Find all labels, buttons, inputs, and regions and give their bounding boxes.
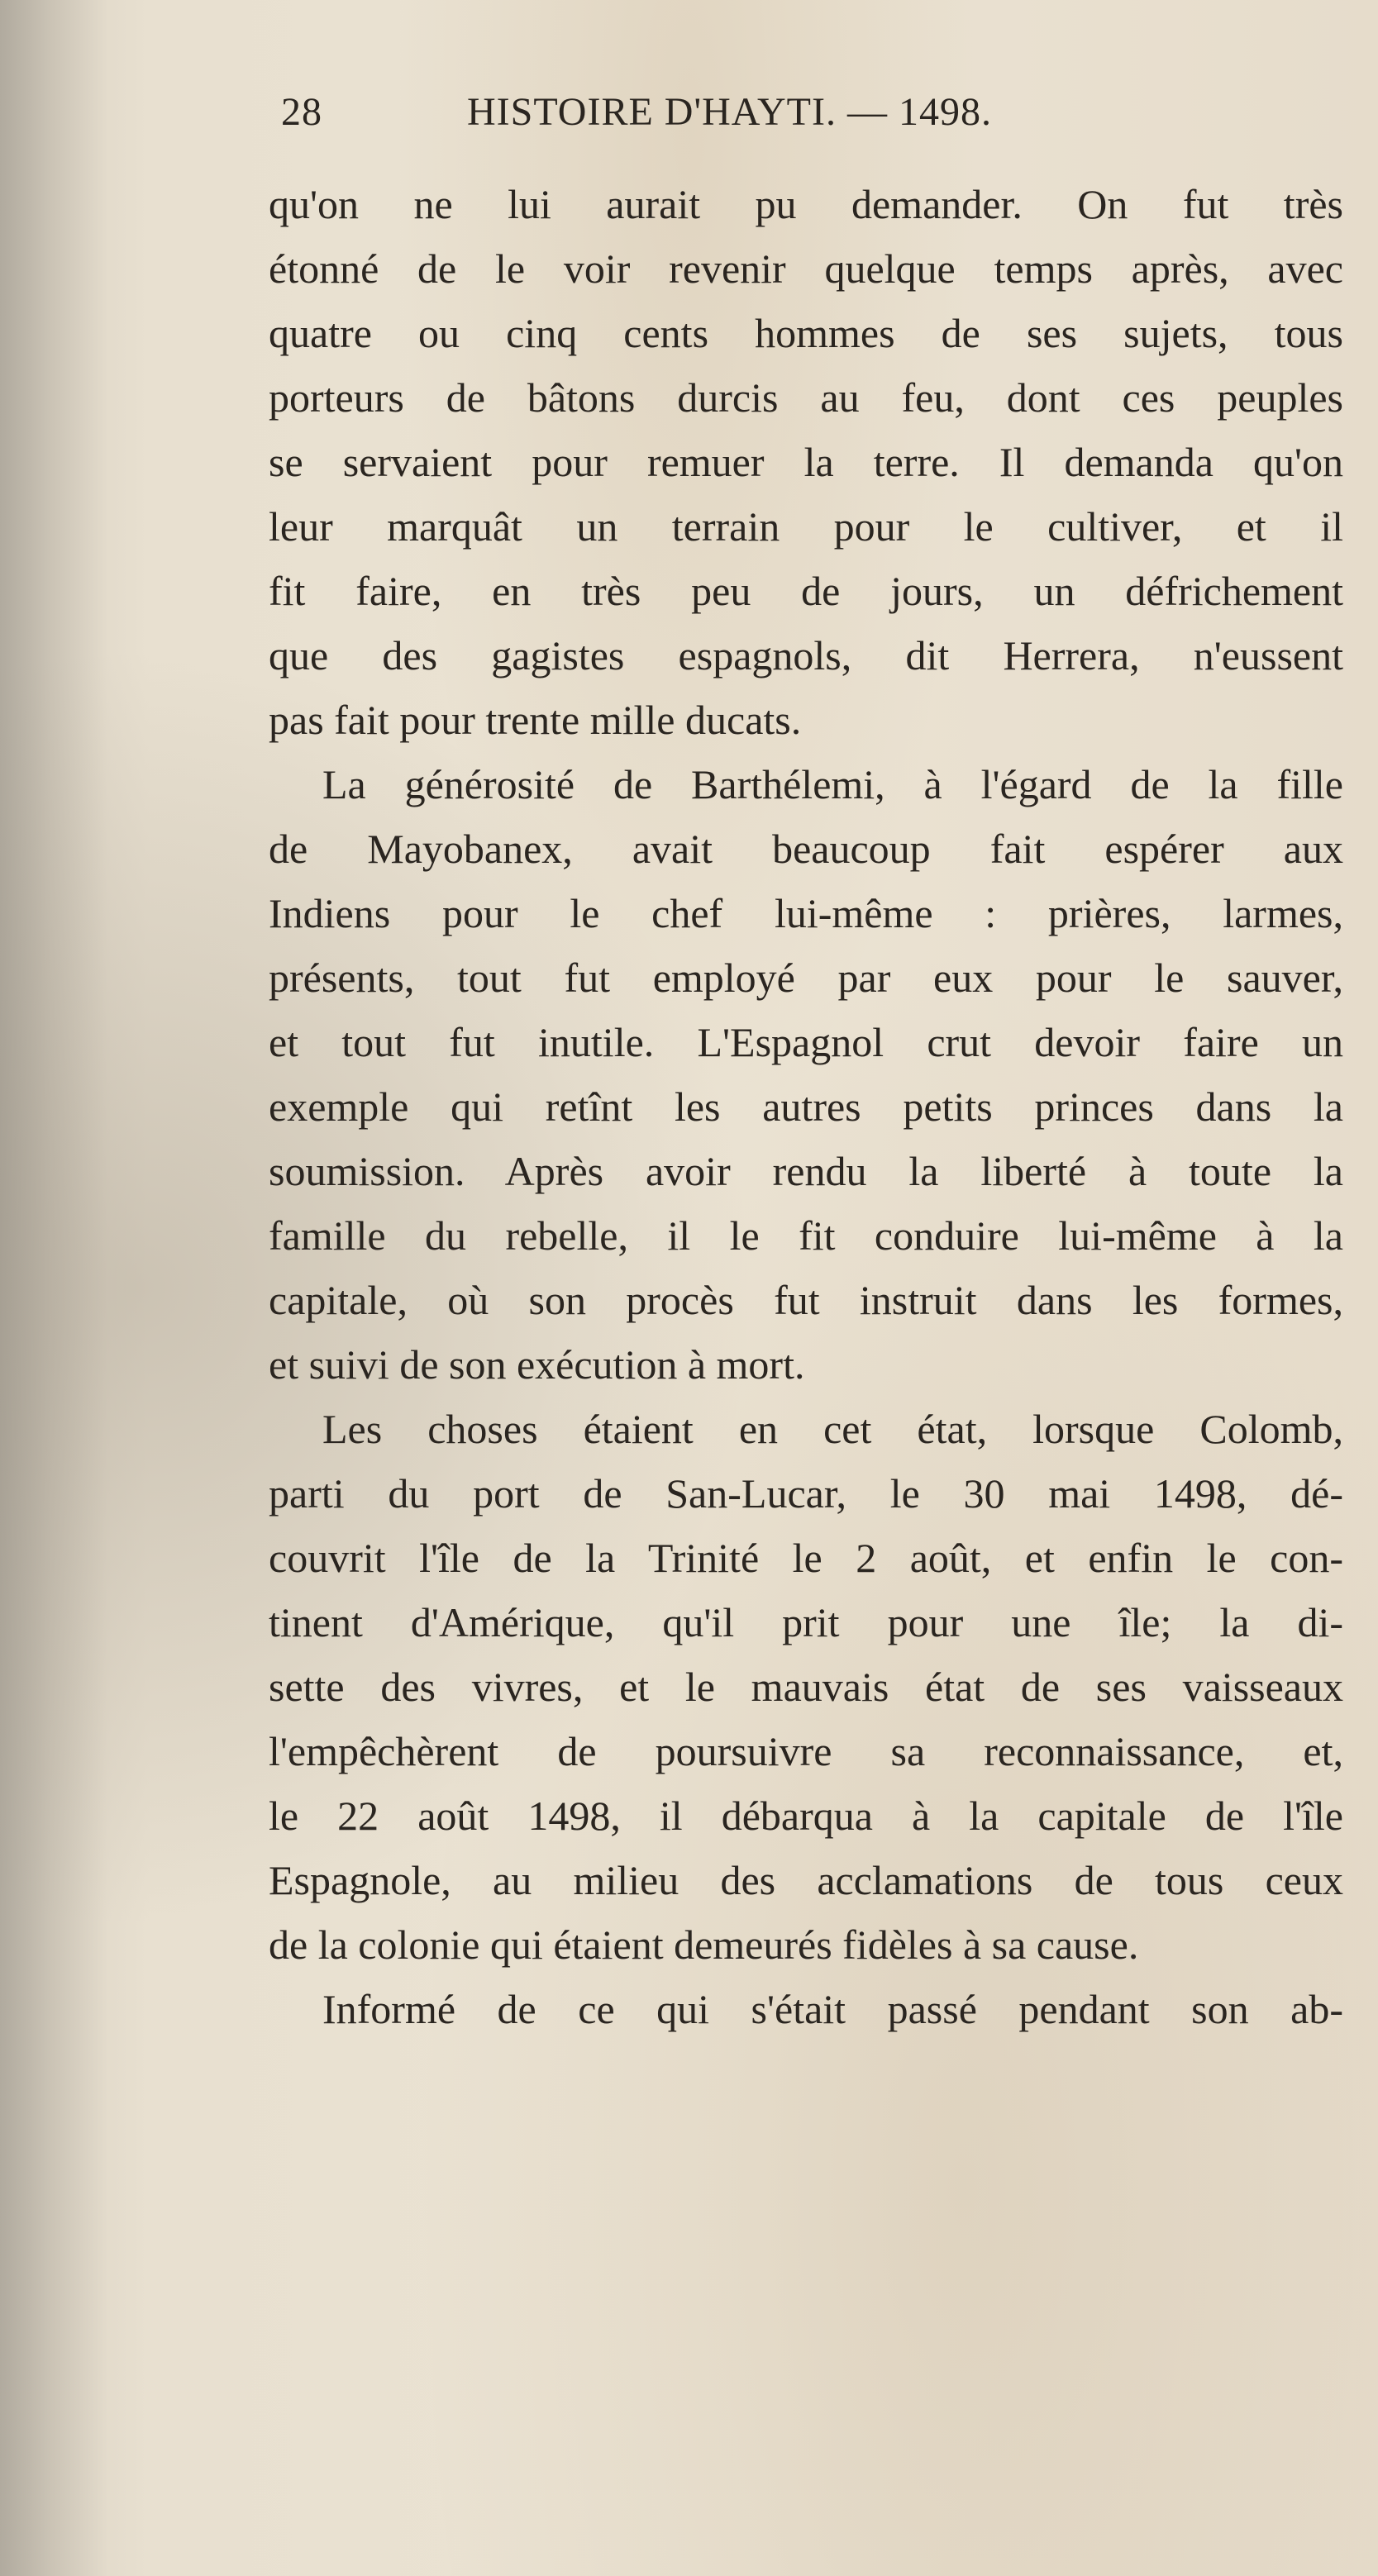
text-line: parti du port de San-Lucar, le 30 mai 1498, dé- [269,1470,1343,1517]
text-line: se servaient pour remuer la terre. Il demanda qu'on [269,439,1343,485]
page-number: 28 [281,90,322,134]
text-line: fit faire, en très peu de jours, un défrichement [269,568,1343,614]
text-line: famille du rebelle, il le fit conduire lui-même à la [269,1212,1343,1259]
page-fold-shadow [0,0,107,2576]
text-line: porteurs de bâtons durcis au feu, dont ces peuples [269,374,1343,421]
text-line: de la colonie qui étaient demeurés fidèles à sa cause. [269,1921,1139,1968]
page-header [281,89,1174,147]
text-line: l'empêchèrent de poursuivre sa reconnaissance, et, [269,1728,1343,1774]
text-line: Les choses étaient en cet état, lorsque Colomb, [322,1406,1343,1452]
text-line: couvrit l'île de la Trinité le 2 août, et enfin le con- [269,1535,1343,1581]
text-line: étonné de le voir revenir quelque temps après, avec [269,245,1343,292]
text-line: sette des vivres, et le mauvais état de ses vaisseaux [269,1664,1343,1710]
text-line: qu'on ne lui aurait pu demander. On fut très [269,181,1343,227]
text-line: présents, tout fut employé par eux pour le sauver, [269,955,1343,1001]
text-line: que des gagistes espagnols, dit Herrera, n'eussent [269,632,1343,679]
text-line: Informé de ce qui s'était passé pendant son ab- [322,1986,1343,2032]
text-line: pas fait pour trente mille ducats. [269,697,802,743]
text-line: leur marquât un terrain pour le cultiver, et il [269,503,1343,550]
body-text [269,172,1343,2041]
text-line: tinent d'Amérique, qu'il prit pour une île; la di- [269,1599,1343,1645]
text-line: Indiens pour le chef lui-même : prières, larmes, [269,890,1343,936]
text-line: de Mayobanex, avait beaucoup fait espérer aux [269,826,1343,872]
text-line: Espagnole, au milieu des acclamations de tous ceux [269,1857,1343,1903]
text-line: et tout fut inutile. L'Espagnol crut devoir faire un [269,1019,1343,1065]
running-title: HISTOIRE D'HAYTI. — 1498. [467,90,992,134]
text-line: exemple qui retînt les autres petits princes dans la [269,1083,1343,1130]
text-line: quatre ou cinq cents hommes de ses sujets, tous [269,310,1343,356]
text-line: le 22 août 1498, il débarqua à la capitale de l'île [269,1793,1343,1839]
text-line: La générosité de Barthélemi, à l'égard de la fille [322,761,1343,807]
text-line: et suivi de son exécution à mort. [269,1341,805,1388]
text-line: capitale, où son procès fut instruit dans les formes, [269,1277,1343,1323]
text-line: soumission. Après avoir rendu la liberté à toute la [269,1148,1343,1194]
